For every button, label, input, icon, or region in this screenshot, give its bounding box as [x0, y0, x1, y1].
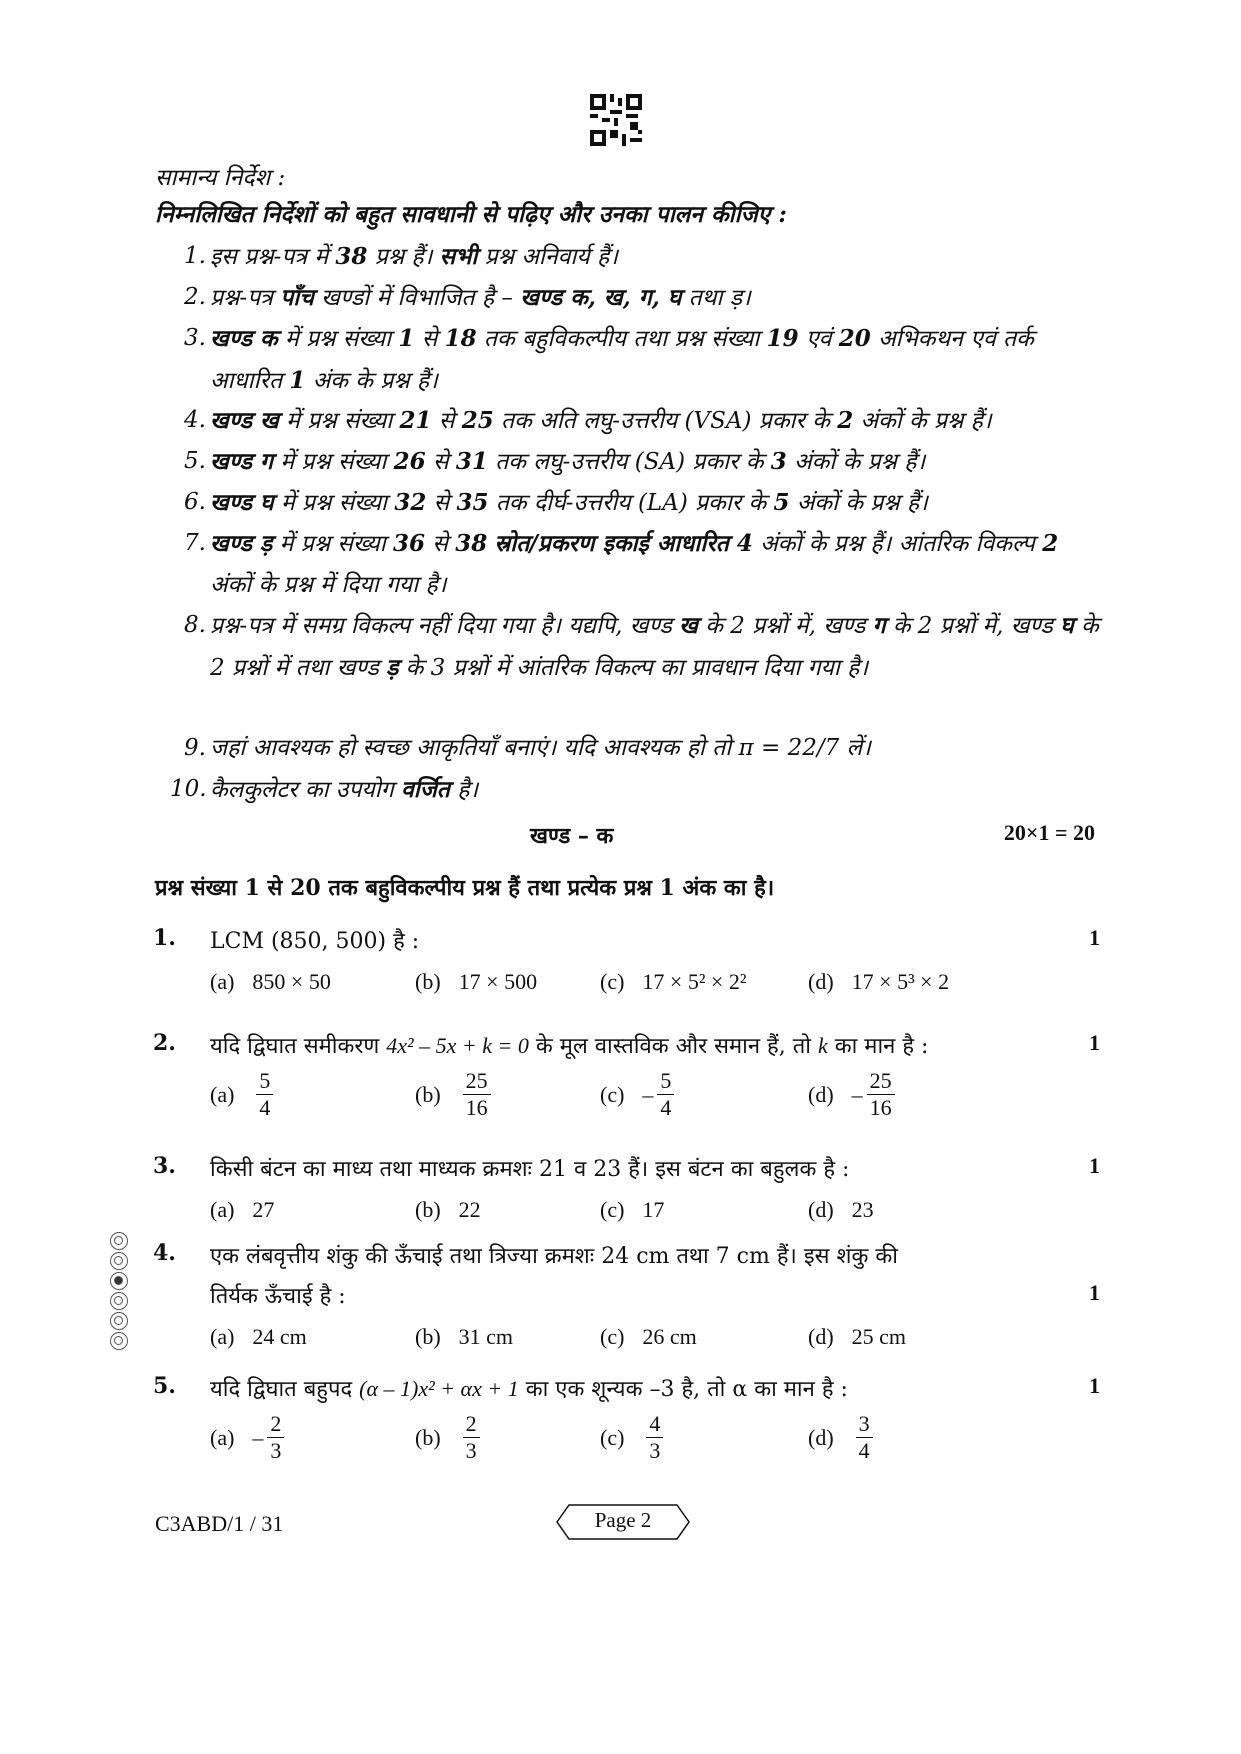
section-title: खण्ड – क [530, 823, 614, 849]
option-a: (a) 850 × 50 [210, 969, 331, 994]
instruction-text: खण्ड क में प्रश्न संख्या 1 से 18 तक बहुविकल्पीय तथा प्रश्न संख्या 19 एवं 20 अभिकथन एवं तर्क आधारित 1 अंक के प्रश्न हैं। [210, 325, 1034, 394]
question-text-line2: तिर्यक ऊँचाई है : [210, 1284, 346, 1309]
instruction-number: 4. [184, 407, 206, 433]
option-d: (d) 25 cm [808, 1324, 907, 1349]
question-4 [0, 1240, 1241, 1360]
instruction-text: प्रश्न-पत्र पाँच खण्डों में विभाजित है – खण्ड क, ख, ग, घ तथा ड़। [210, 284, 751, 311]
option-a: (a) – $\frac{2}{3}$ [210, 1411, 284, 1464]
instruction-number: 5. [184, 448, 206, 474]
question-number: 4. [153, 1240, 176, 1266]
instruction-number: 10. [170, 776, 207, 802]
option-a: (a) 24 cm [210, 1324, 307, 1349]
instruction-number: 7. [184, 530, 206, 556]
option-b: (b) $\frac{2}{3}$ [415, 1411, 480, 1464]
instruction-number: 2. [184, 284, 206, 310]
instruction-text: खण्ड घ में प्रश्न संख्या 32 से 35 तक दीर्घ-उत्तरीय (LA) प्रकार के 5 अंकों के प्रश्न हैं। [210, 489, 928, 516]
read-instructions-heading: निम्नलिखित निर्देशों को बहुत सावधानी से पढ़िए और उनका पालन कीजिए : [155, 201, 787, 228]
instruction-text: जहां आवश्यक हो स्वच्छ आकृतियाँ बनाएं। यदि आवश्यक हो तो π = 22/7 लें। [210, 735, 871, 761]
instruction-text: खण्ड ग में प्रश्न संख्या 26 से 31 तक लघु-उत्तरीय (SA) प्रकार के 3 अंकों के प्रश्न हैं। [210, 448, 926, 475]
option-d: (d) 17 × 5³ × 2 [808, 969, 950, 994]
option-a: (a) 27 [210, 1197, 275, 1222]
paper-code: C3ABD/1 / 31 [155, 1511, 284, 1536]
question-marks: 1 [1089, 925, 1100, 950]
option-b: (b) 22 [415, 1197, 481, 1222]
question-1 [0, 925, 1241, 1005]
option-b: (b) $\frac{25}{16}$ [415, 1068, 491, 1121]
question-text: यदि द्विघात बहुपद (α – 1)x² + αx + 1 का एक शून्यक –3 है, तो α का मान है : [210, 1376, 848, 1402]
question-3 [0, 1153, 1241, 1233]
question-marks: 1 [1089, 1280, 1100, 1305]
question-marks: 1 [1089, 1030, 1100, 1055]
question-marks: 1 [1089, 1373, 1100, 1398]
instruction-number: 9. [184, 735, 206, 761]
page-number: Page 2 [594, 1508, 652, 1532]
question-text: किसी बंटन का माध्य तथा माध्यक क्रमशः 21 व 23 हैं। इस बंटन का बहुलक है : [210, 1157, 850, 1182]
section-marks: 20×1 = 20 [1003, 820, 1095, 845]
instruction-text: इस प्रश्न-पत्र में 38 प्रश्न हैं। सभी प्रश्न अनिवार्य हैं। [210, 243, 618, 270]
option-c: (c) $\frac{4}{3}$ [600, 1411, 663, 1464]
instruction-text: प्रश्न-पत्र में समग्र विकल्प नहीं दिया गया है। यद्यपि, खण्ड ख के 2 प्रश्नों में, खण्ड ग के 2 प्रश्नों में, खण्ड घ के 2 प्रश्नों में तथा खण्ड ड़ के 3 प्रश्नों में आंतरिक विकल्प का प्रावधान दिया गया है। [210, 612, 1099, 681]
question-5 [0, 1373, 1241, 1483]
question-marks: 1 [1089, 1153, 1100, 1178]
section-note: प्रश्न संख्या 1 से 20 तक बहुविकल्पीय प्रश्न हैं तथा प्रत्येक प्रश्न 1 अंक का है। [155, 875, 775, 901]
instructions-list [170, 236, 1100, 803]
instruction-number: 6. [184, 489, 206, 515]
question-number: 1. [153, 925, 176, 951]
instruction-number: 8. [184, 612, 206, 638]
option-b: (b) 31 cm [415, 1324, 514, 1349]
option-c: (c) 17 [600, 1197, 665, 1222]
instruction-text: कैलकुलेटर का उपयोग वर्जित है। [210, 776, 479, 803]
question-number: 5. [153, 1373, 176, 1399]
option-c: (c) 17 × 5² × 2² [600, 969, 747, 994]
qr-code [590, 94, 642, 146]
option-d: (d) – $\frac{25}{16}$ [808, 1068, 895, 1121]
question-text: यदि द्विघात समीकरण 4x² – 5x + k = 0 के मूल वास्तविक और समान हैं, तो k का मान है : [210, 1033, 929, 1059]
question-2 [0, 1030, 1241, 1140]
question-text: एक लंबवृत्तीय शंकु की ऊँचाई तथा त्रिज्या क्रमशः 24 cm तथा 7 cm हैं। इस शंकु की [210, 1244, 898, 1269]
instruction-text: खण्ड ड़ में प्रश्न संख्या 36 से 38 स्रोत/प्रकरण इकाई आधारित 4 अंकों के प्रश्न हैं। आंतरिक विकल्प 2 अंकों के प्रश्न में दिया गया है। [210, 530, 1059, 598]
option-d: (d) 23 [808, 1197, 874, 1222]
question-number: 2. [153, 1030, 176, 1056]
instruction-number: 3. [184, 325, 206, 351]
instruction-number: 1. [184, 243, 206, 269]
question-text: LCM (850, 500) है : [210, 929, 420, 954]
option-c: (c) 26 cm [600, 1324, 697, 1349]
option-b: (b) 17 × 500 [415, 969, 538, 994]
instruction-text: खण्ड ख में प्रश्न संख्या 21 से 25 तक अति लघु-उत्तरीय (VSA) प्रकार के 2 अंकों के प्रश्न हैं। [210, 407, 992, 434]
option-a: (a) $\frac{5}{4}$ [210, 1068, 273, 1121]
general-instructions-heading: सामान्य निर्देश : [155, 165, 286, 191]
option-d: (d) $\frac{3}{4}$ [808, 1411, 873, 1464]
option-c: (c) – $\frac{5}{4}$ [600, 1068, 674, 1121]
question-number: 3. [153, 1153, 176, 1179]
